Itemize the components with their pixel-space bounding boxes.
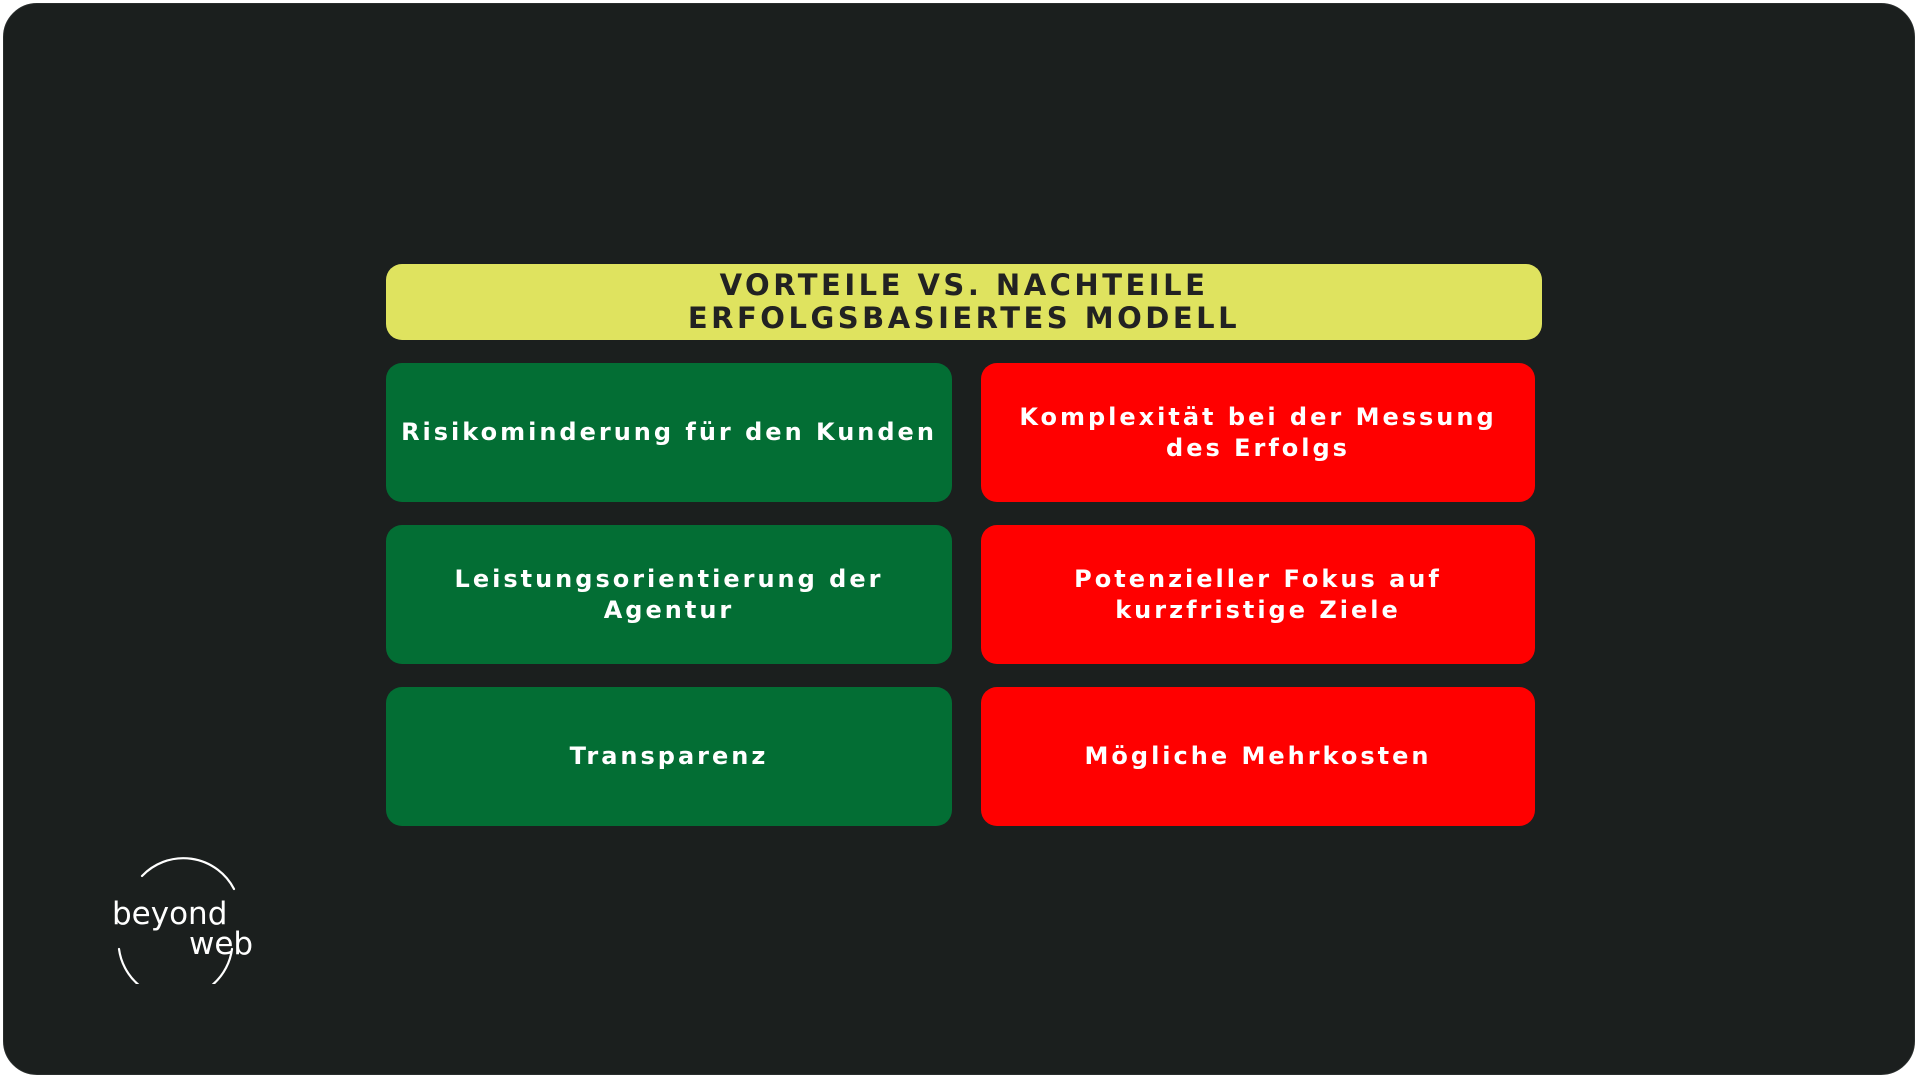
logo-text-beyond: beyond [112,896,228,932]
logo-text-web: web [189,926,254,962]
con-card-2 [981,525,1535,664]
pro-card-1-label: Risikominderung für den Kunden [401,418,937,446]
con-card-3-label: Mögliche Mehrkosten [1084,742,1432,770]
beyond-web-logo [104,849,274,984]
pro-card-3 [386,687,952,826]
slide-frame [3,3,1915,1075]
pro-card-2-label: Leistungsorientierung der Agentur [454,564,884,624]
title-line-1: VORTEILE VS. NACHTEILE [719,268,1209,302]
pro-card-2 [386,525,952,664]
title-line-2: ERFOLGSBASIERTES MODELL [687,301,1241,335]
con-card-2-label: Potenzieller Fokus auf kurzfristige Ziele [1074,564,1442,624]
con-card-1-label: Komplexität bei der Messung des Erfolgs [1019,402,1497,462]
con-card-1 [981,363,1535,502]
pro-card-3-label: Transparenz [569,742,769,770]
pro-card-1 [386,363,952,502]
title-banner [386,264,1542,340]
con-card-3 [981,687,1535,826]
